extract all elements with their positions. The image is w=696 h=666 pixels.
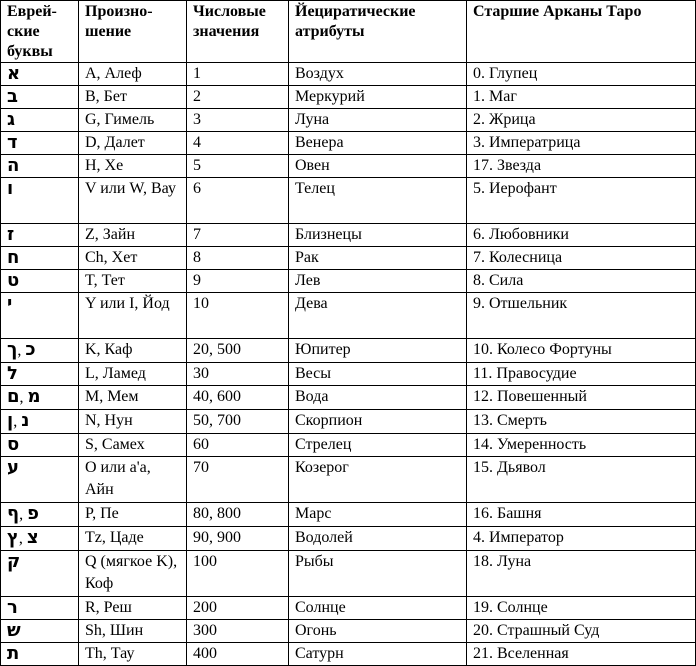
- numeric-value-cell: 300: [187, 620, 289, 643]
- numeric-value-cell: 90, 900: [187, 527, 289, 551]
- numeric-value-cell: 8: [187, 247, 289, 270]
- pronunciation-cell: T, Тет: [79, 270, 187, 293]
- pronunciation-cell: R, Реш: [79, 597, 187, 620]
- tarot-arcana-cell: 15. Дьявол: [467, 457, 696, 503]
- numeric-value-cell: 9: [187, 270, 289, 293]
- numeric-value-cell: 20, 500: [187, 339, 289, 363]
- yetziratic-attribute-cell: Вода: [289, 386, 467, 410]
- hebrew-letter-cell: [1, 527, 79, 551]
- table-row: [1, 132, 696, 155]
- pronunciation-cell: P, Пе: [79, 503, 187, 527]
- numeric-value-cell: 5: [187, 155, 289, 178]
- yetziratic-attribute-cell: Телец: [289, 178, 467, 224]
- hebrew-final-letter: ף: [7, 503, 20, 524]
- table-row: [1, 597, 696, 620]
- numeric-value-cell: 50, 700: [187, 410, 289, 434]
- numeric-value-cell: 400: [187, 643, 289, 666]
- numeric-value-cell: 70: [187, 457, 289, 503]
- col-header-pronunciation: Произно-шение: [79, 1, 187, 63]
- hebrew-letter: ע: [7, 457, 19, 478]
- tarot-arcana-cell: 20. Страшный Суд: [467, 620, 696, 643]
- yetziratic-attribute-cell: Стрелец: [289, 434, 467, 457]
- hebrew-final-letter: ץ: [7, 527, 19, 548]
- yetziratic-attribute-cell: Меркурий: [289, 86, 467, 109]
- numeric-value-cell: 2: [187, 86, 289, 109]
- tarot-arcana-cell: 12. Повешенный: [467, 386, 696, 410]
- hebrew-letter: מ: [27, 386, 41, 407]
- yetziratic-attribute-cell: Юпитер: [289, 339, 467, 363]
- numeric-value-cell: 40, 600: [187, 386, 289, 410]
- tarot-arcana-cell: 10. Колесо Фортуны: [467, 339, 696, 363]
- hebrew-letter: צ: [26, 527, 39, 548]
- hebrew-final-letter: ן: [7, 410, 14, 431]
- hebrew-letter: ח: [7, 247, 20, 268]
- tarot-arcana-cell: 6. Любовники: [467, 224, 696, 247]
- tarot-arcana-cell: 8. Сила: [467, 270, 696, 293]
- yetziratic-attribute-cell: Солнце: [289, 597, 467, 620]
- table-row: [1, 293, 696, 339]
- tarot-arcana-cell: 11. Правосудие: [467, 363, 696, 386]
- hebrew-letter-cell: [1, 410, 79, 434]
- table-row: [1, 643, 696, 666]
- table-row: [1, 363, 696, 386]
- tarot-arcana-cell: 7. Колесница: [467, 247, 696, 270]
- letter-separator: ,: [19, 389, 28, 406]
- hebrew-letter-cell: [1, 270, 79, 293]
- col-header-major-arcana: Старшие Арканы Таро: [467, 1, 696, 63]
- pronunciation-cell: Z, Зайн: [79, 224, 187, 247]
- pronunciation-cell: Ch, Хет: [79, 247, 187, 270]
- tarot-arcana-cell: 16. Башня: [467, 503, 696, 527]
- table-row: [1, 527, 696, 551]
- table-row: [1, 86, 696, 109]
- tarot-arcana-cell: 21. Вселенная: [467, 643, 696, 666]
- hebrew-letter: ת: [7, 643, 20, 664]
- hebrew-letter: ו: [7, 178, 14, 199]
- hebrew-letter: ד: [7, 132, 18, 153]
- hebrew-letter-cell: [1, 434, 79, 457]
- letter-separator: ,: [13, 413, 22, 430]
- hebrew-final-letter: ך: [7, 339, 18, 360]
- table-row: [1, 339, 696, 363]
- pronunciation-cell: Th, Тау: [79, 643, 187, 666]
- hebrew-letter-cell: [1, 643, 79, 666]
- table-row: [1, 178, 696, 224]
- tarot-arcana-cell: 5. Иерофант: [467, 178, 696, 224]
- pronunciation-cell: K, Каф: [79, 339, 187, 363]
- pronunciation-cell: H, Хе: [79, 155, 187, 178]
- hebrew-letter-cell: [1, 109, 79, 132]
- yetziratic-attribute-cell: Водолей: [289, 527, 467, 551]
- yetziratic-attribute-cell: Огонь: [289, 620, 467, 643]
- yetziratic-attribute-cell: Скорпион: [289, 410, 467, 434]
- letter-separator: ,: [17, 342, 26, 359]
- hebrew-letter-cell: [1, 63, 79, 86]
- hebrew-letter: ז: [7, 224, 15, 245]
- yetziratic-attribute-cell: Весы: [289, 363, 467, 386]
- letter-separator: ,: [19, 506, 28, 523]
- hebrew-letter-cell: [1, 457, 79, 503]
- table-body: [1, 63, 696, 666]
- tarot-arcana-cell: 13. Смерть: [467, 410, 696, 434]
- hebrew-letter-cell: [1, 386, 79, 410]
- tarot-arcana-cell: 1. Маг: [467, 86, 696, 109]
- tarot-arcana-cell: 18. Луна: [467, 551, 696, 597]
- table-row: [1, 386, 696, 410]
- table-row: [1, 247, 696, 270]
- table-row: [1, 620, 696, 643]
- pronunciation-cell: S, Самех: [79, 434, 187, 457]
- hebrew-letter: ש: [7, 620, 21, 641]
- pronunciation-cell: Y или I, Йод: [79, 293, 187, 339]
- pronunciation-cell: V или W, Вау: [79, 178, 187, 224]
- table-row: [1, 109, 696, 132]
- pronunciation-cell: O или a'a, Айн: [79, 457, 187, 503]
- yetziratic-attribute-cell: Дева: [289, 293, 467, 339]
- tarot-arcana-cell: 17. Звезда: [467, 155, 696, 178]
- hebrew-letter-cell: [1, 339, 79, 363]
- hebrew-letter: נ: [21, 410, 30, 431]
- yetziratic-attribute-cell: Воздух: [289, 63, 467, 86]
- pronunciation-cell: A, Алеф: [79, 63, 187, 86]
- numeric-value-cell: 7: [187, 224, 289, 247]
- yetziratic-attribute-cell: Рыбы: [289, 551, 467, 597]
- yetziratic-attribute-cell: Близнецы: [289, 224, 467, 247]
- pronunciation-cell: G, Гимель: [79, 109, 187, 132]
- tarot-arcana-cell: 9. Отшельник: [467, 293, 696, 339]
- pronunciation-cell: Tz, Цаде: [79, 527, 187, 551]
- table-row: [1, 457, 696, 503]
- numeric-value-cell: 60: [187, 434, 289, 457]
- hebrew-letter: פ: [27, 503, 39, 524]
- yetziratic-attribute-cell: Козерог: [289, 457, 467, 503]
- tarot-arcana-cell: 0. Глупец: [467, 63, 696, 86]
- yetziratic-attribute-cell: Овен: [289, 155, 467, 178]
- hebrew-letter-cell: [1, 132, 79, 155]
- yetziratic-attribute-cell: Венера: [289, 132, 467, 155]
- numeric-value-cell: 3: [187, 109, 289, 132]
- header-row: [1, 1, 696, 63]
- hebrew-letter-cell: [1, 363, 79, 386]
- hebrew-letter-cell: [1, 247, 79, 270]
- hebrew-letter-cell: [1, 178, 79, 224]
- hebrew-letter: כ: [25, 339, 36, 360]
- pronunciation-cell: B, Бет: [79, 86, 187, 109]
- yetziratic-attribute-cell: Лев: [289, 270, 467, 293]
- yetziratic-attribute-cell: Луна: [289, 109, 467, 132]
- letter-separator: ,: [18, 530, 27, 547]
- table-row: [1, 63, 696, 86]
- numeric-value-cell: 6: [187, 178, 289, 224]
- numeric-value-cell: 30: [187, 363, 289, 386]
- table-row: [1, 410, 696, 434]
- hebrew-letter: י: [7, 293, 13, 314]
- numeric-value-cell: 100: [187, 551, 289, 597]
- yetziratic-attribute-cell: Рак: [289, 247, 467, 270]
- yetziratic-attribute-cell: Сатурн: [289, 643, 467, 666]
- numeric-value-cell: 4: [187, 132, 289, 155]
- tarot-arcana-cell: 14. Умеренность: [467, 434, 696, 457]
- table-row: [1, 224, 696, 247]
- numeric-value-cell: 10: [187, 293, 289, 339]
- tarot-arcana-cell: 19. Солнце: [467, 597, 696, 620]
- hebrew-letter-cell: [1, 155, 79, 178]
- hebrew-letter: ב: [7, 86, 18, 107]
- tarot-arcana-cell: 3. Императрица: [467, 132, 696, 155]
- tarot-arcana-cell: 4. Император: [467, 527, 696, 551]
- hebrew-letter-cell: [1, 597, 79, 620]
- hebrew-letter: ל: [7, 363, 18, 384]
- hebrew-letter-cell: [1, 551, 79, 597]
- pronunciation-cell: Q (мягкое K), Коф: [79, 551, 187, 597]
- hebrew-letter: ר: [7, 597, 18, 618]
- hebrew-letter-cell: [1, 293, 79, 339]
- col-header-yetziratic-attributes: Йециратические атрибуты: [289, 1, 467, 63]
- pronunciation-cell: N, Нун: [79, 410, 187, 434]
- yetziratic-attribute-cell: Марс: [289, 503, 467, 527]
- hebrew-letter: ג: [7, 109, 16, 130]
- col-header-numeric-values: Числовые значения: [187, 1, 289, 63]
- numeric-value-cell: 1: [187, 63, 289, 86]
- hebrew-letter: א: [7, 63, 21, 84]
- pronunciation-cell: L, Ламед: [79, 363, 187, 386]
- table-row: [1, 551, 696, 597]
- table-row: [1, 155, 696, 178]
- pronunciation-cell: D, Далет: [79, 132, 187, 155]
- pronunciation-cell: Sh, Шин: [79, 620, 187, 643]
- tarot-arcana-cell: 2. Жрица: [467, 109, 696, 132]
- table-row: [1, 270, 696, 293]
- hebrew-letter-cell: [1, 503, 79, 527]
- hebrew-letter-cell: [1, 224, 79, 247]
- numeric-value-cell: 200: [187, 597, 289, 620]
- pronunciation-cell: M, Мем: [79, 386, 187, 410]
- hebrew-letter: ה: [7, 155, 20, 176]
- hebrew-letter-cell: [1, 620, 79, 643]
- table-row: [1, 434, 696, 457]
- table-row: [1, 503, 696, 527]
- col-header-letters: Еврей-ские буквы: [1, 1, 79, 63]
- numeric-value-cell: 80, 800: [187, 503, 289, 527]
- hebrew-letter-cell: [1, 86, 79, 109]
- hebrew-letter: ק: [7, 551, 21, 572]
- hebrew-letter: ט: [7, 270, 20, 291]
- hebrew-letter: ס: [7, 434, 20, 455]
- hebrew-final-letter: ם: [7, 386, 20, 407]
